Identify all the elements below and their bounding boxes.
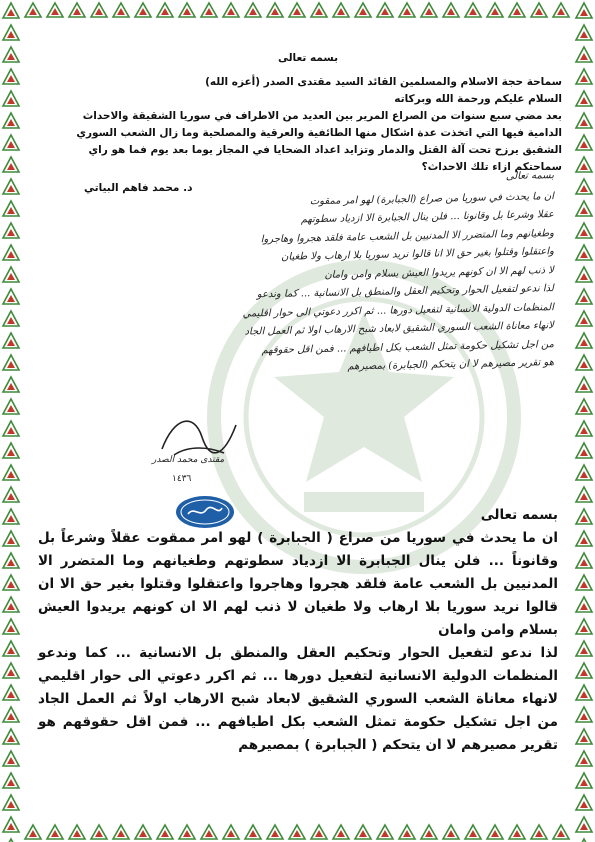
transcription-paragraph: لذا ندعو لتفعيل الحوار وتحكيم العقل والمنطق بل الانسانية ... كما وندعو المنظمات الدولية الانسانية لتفعيل دورها ... ثم اكرر دعوتي الى حوار اقليمي لانهاء معاناة الشعب السوري الشقيق لابعاد شبح الارهاب اولاً ثم العمل الجاد من اجل تشكيل حكومة تمثل الشعب بكل اطيافهم ... فمن اقل حقوقهم هو تقرير مصيرهم لا ان يتحكم ( الجبابرة ) بمصيرهم [38, 645, 558, 753]
handwritten-line: لانهاء معاناة الشعب السوري الشقيق لابعاد شبح الارهاب اولا ثم العمل الجاد [244, 320, 555, 338]
transcription-title: بسمه تعالى [480, 507, 558, 523]
border-pattern-icon [0, 822, 595, 842]
handwritten-line: لا ذنب لهم الا ان كونهم يريدوا العيش بسلام وامن وامان [324, 264, 555, 281]
handwritten-line: ان ما يحدث في سوريا من صراع (الجبابرة) لهو امر ممقوت [309, 190, 555, 207]
handwritten-line: بسمه تعالى [505, 170, 555, 183]
handwritten-line: عقلا وشرعا بل وقانونا ... فلن ينال الجبابرة الا ازدياد سطوتهم [300, 209, 555, 226]
decorative-border-right [573, 0, 595, 842]
border-pattern-icon [0, 0, 22, 842]
handwritten-signature-name: مقتدى محمد الصدر [152, 455, 225, 465]
letter-page [24, 22, 571, 820]
border-pattern-icon [573, 0, 595, 842]
handwritten-line: هو تقرير مصيرهم لا ان يتحكم (الجبابرة) بمصيرهم [347, 357, 555, 373]
border-pattern-icon [0, 0, 595, 20]
handwritten-line: وطغيانهم وما المتضرر الا المدنيين بل الشعب عامة فلقد هجروا وهاجروا [260, 227, 555, 245]
handwritten-line: من اجل تشكيل حكومة تمثل الشعب بكل اطيافهم ... فمن اقل حقوقهم [261, 338, 555, 356]
greeting-line: السلام عليكم ورحمة الله وبركاته [394, 93, 562, 105]
typed-signature: د. محمد فاهم البياتي [84, 182, 193, 194]
handwritten-date: ١٤٣٦ [172, 474, 192, 484]
typed-question-body: بعد مضي سبع سنوات من الصراع المرير بين العديد من الاطراف في سوريا الشقيقة والاحداث الدامية فيها التي اتخذت عدة اشكال منها الطائفية والعرقية والمصلحية وما زال الشعب السوري الشقيق يرزح تحت آلة القتل والدمار وتزايد اعداد الضحايا في المجاز يوما بعد يوم فما هو راي سماحتكم ازاء تلك الاحداث؟ [76, 110, 562, 173]
decorative-border-left [0, 0, 22, 842]
addressee-line: سماحة حجة الاسلام والمسلمين القائد السيد مقتدى الصدر (أعزه الله) [205, 76, 562, 88]
typed-basmala: بسمه تعالى [277, 52, 339, 64]
handwritten-line: واعتقلوا وقتلوا بغير حق الا انا قالوا نريد سوريا بلا ارهاب ولا طغيان [281, 246, 555, 263]
decorative-border-bottom [0, 822, 595, 842]
decorative-border-top [0, 0, 595, 20]
transcription-paragraph: ان ما يحدث في سوريا من صراع ( الجبابرة ) لهو امر ممقوت عقلاً وشرعاً بل وقانوناً ... فلن ينال الجبابرة الا ازدياد سطوتهم وطغيانهم وما المتضرر الا المدنيين بل الشعب عامة فلقد هجروا وهاجروا واعتقلوا وقتلوا بغير حق الا ان قالوا نريد سوريا بلا ارهاب ولا طغيان لا ذنب لهم الا ان كونهم يريدوا العيش بسلام وامن وامان [38, 530, 558, 638]
handwritten-reply [84, 172, 554, 378]
transcription-block [38, 507, 558, 757]
handwritten-line: لذا ندعو لتفعيل الحوار وتحكيم العقل والمنطق بل الانسانية ... كما وندعو [256, 283, 555, 301]
handwritten-line: المنظمات الدولية الانسانية لتفعيل دورها ... ثم اكرر دعوتي الى حوار اقليمي [242, 301, 555, 320]
